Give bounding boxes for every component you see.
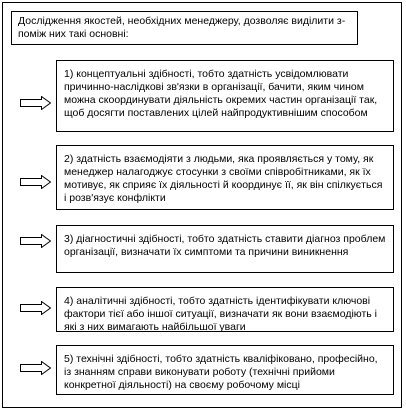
item-text-1: 1) концептуальні здібності, тобто здатність усвідомлювати причинно-наслідкові зв'язки в організації, бачити, яким чином можна скоординувати діяльність окремих частин організації так, щоб досягти поставлених цілей найпродуктивнішим способом [64,68,378,119]
arrow-3-icon [20,234,51,248]
item-box-2 [56,145,394,210]
arrow-2-icon [20,175,51,189]
item-box-1 [56,60,394,132]
item-box-5 [56,345,394,395]
item-text-2: 2) здатність взаємодіяти з людьми, яка проявляється у тому, як менеджер налагоджує стосунки з своїми співробітниками, як їх мотивує, як сприяє їх діяльності й координує її, як він спілкується і розв'язує конфлікти [64,153,383,204]
item-box-3 [56,225,394,273]
item-box-4 [56,287,394,332]
arrow-1-icon [20,96,51,110]
arrow-5-icon [20,361,51,375]
arrow-4-icon [20,301,51,315]
item-text-5: 5) технічні здібності, тобто здатність кваліфіковано, професійно, із знанням справи виконувати роботу (технічні прийоми конкретної діяльності) на своєму робочому місці [64,353,378,391]
header-box [11,11,358,45]
item-text-3: 3) діагностичні здібності, тобто здатність ставити діагноз проблем організації, визначати їх симптоми та причини виникнення [64,233,386,258]
header-text: Дослідження якостей, необхідних менеджеру, дозволяє виділити з-поміж них такі основні: [18,15,346,40]
item-text-4: 4) аналітичні здібності, тобто здатність ідентифікувати ключові фактори тієї або іншої ситуації, визначати як вони взаємодіють і які з них вимагають найбільшої уваги [64,295,377,333]
